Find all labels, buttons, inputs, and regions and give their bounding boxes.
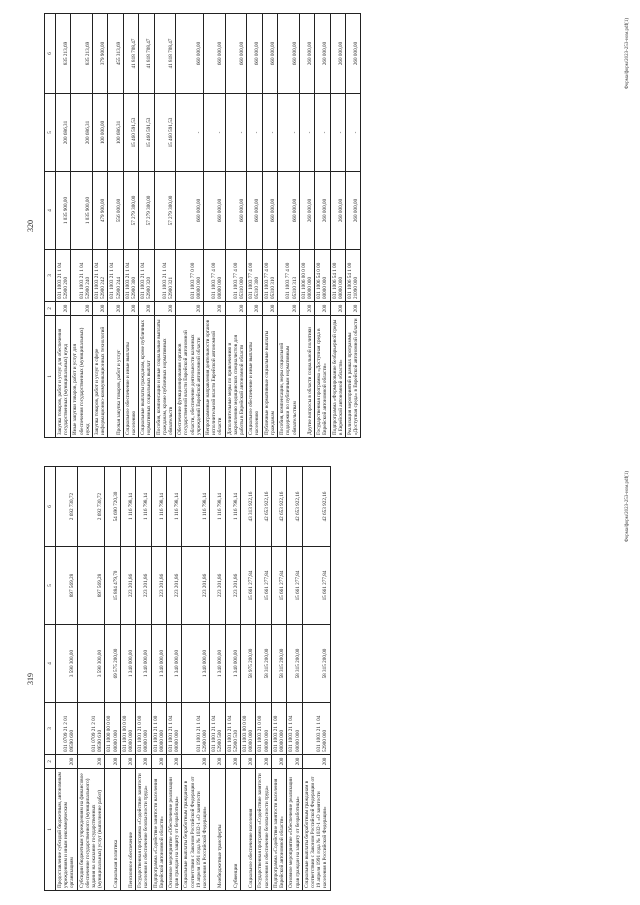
budget-table (44, 466, 331, 891)
row-approved-cell: 58 315 200,00 (302, 625, 330, 703)
row-approved-cell: 1 340 000,00 (151, 625, 166, 703)
row-kbk-cell: 200 (56, 302, 71, 316)
column-header: 1 (45, 769, 56, 891)
row-code-cell: 031 1001 21 1 04 00000 000 (167, 703, 182, 755)
row-executed-cell: - (176, 94, 204, 172)
row-code-cell: 031 1003 21 0 00 00000 000 (256, 703, 271, 755)
row-name-cell: Межбюджетные трансферты (210, 769, 225, 891)
row-approved-cell: 69 575 200,00 (105, 625, 120, 703)
table-row (139, 14, 154, 438)
row-executed-cell: 200 686,31 (71, 94, 93, 172)
row-name-cell: Субсидии бюджетным учреждениям на финансовое обеспечение государственного (муниципального) задания на оказание государственных (муниципальных) услуг (выполнение работ) (77, 769, 105, 891)
table-row (302, 467, 330, 891)
row-code-cell: 031 1003 77 4 00 05310 310 (262, 250, 277, 302)
row-remaining-cell: 42 653 922,16 (271, 467, 286, 547)
row-executed-cell: 897 569,28 (56, 547, 78, 625)
row-kbk-cell: 200 (56, 755, 78, 769)
column-header: 1 (45, 316, 56, 438)
row-executed-cell: 200 686,31 (56, 94, 71, 172)
row-executed-cell: 15 460 591,53 (123, 94, 138, 172)
table-row (278, 14, 300, 438)
row-executed-cell: 15 661 277,84 (256, 547, 271, 625)
row-kbk-cell: 200 (225, 302, 247, 316)
row-executed-cell: 223 201,86 (210, 547, 225, 625)
row-kbk-cell: 200 (256, 755, 271, 769)
row-executed-cell: - (330, 94, 345, 172)
row-code-cell: 031 1003 21 1 04 52900 321 (154, 250, 176, 302)
row-approved-cell: 58 975 200,00 (241, 625, 256, 703)
row-code-cell: 031 1006 54 0 00 00000 000 (315, 250, 330, 302)
row-code-cell: 031 1003 21 1 00 00000 000 (271, 703, 286, 755)
row-approved-cell: 660 000,00 (247, 172, 262, 250)
row-code-cell: 031 1003 21 1 04 52900 240 (71, 250, 93, 302)
row-kbk-cell: 200 (262, 302, 277, 316)
row-executed-cell: 223 201,86 (120, 547, 135, 625)
table-row (287, 467, 302, 891)
row-remaining-cell: 1 116 798,14 (120, 467, 135, 547)
row-approved-cell: 58 315 200,00 (256, 625, 271, 703)
row-code-cell: 031 1003 77 4 00 05310 313 (278, 250, 300, 302)
row-kbk-cell: 200 (154, 302, 176, 316)
row-remaining-cell: 1 116 798,14 (225, 467, 240, 547)
row-approved-cell: 660 000,00 (204, 172, 226, 250)
row-remaining-cell: 835 213,69 (71, 14, 93, 94)
row-kbk-cell: 200 (225, 755, 240, 769)
row-kbk-cell: 200 (120, 755, 135, 769)
row-remaining-cell: 1 116 798,14 (136, 467, 151, 547)
page-319 (0, 453, 640, 905)
row-name-cell: Иные закупки товаров, работ и услуг для обеспечения государственных (муниципальных) нужд (71, 316, 93, 438)
row-approved-cell: 556 000,00 (108, 172, 123, 250)
row-remaining-cell: 1 116 798,14 (182, 467, 210, 547)
row-kbk-cell: 200 (93, 302, 108, 316)
column-header: 3 (45, 703, 56, 755)
row-approved-cell: 260 000,00 (299, 172, 314, 250)
row-kbk-cell: 200 (136, 755, 151, 769)
table-row (330, 14, 345, 438)
table-row (225, 467, 240, 891)
row-kbk-cell: 200 (278, 302, 300, 316)
row-kbk-cell: 200 (302, 755, 330, 769)
table-row (105, 467, 120, 891)
table-row (299, 14, 314, 438)
row-code-cell: 031 1003 21 1 04 52900 242 (93, 250, 108, 302)
table-body (56, 14, 361, 438)
row-code-cell: 031 0709 21 2 01 09590 610 (77, 703, 105, 755)
table-header-row (45, 14, 56, 438)
table-row (225, 14, 247, 438)
row-executed-cell: 100 686,31 (108, 94, 123, 172)
table-row (210, 467, 225, 891)
column-header: 4 (45, 625, 56, 703)
row-executed-cell: 897 569,28 (77, 547, 105, 625)
budget-table (44, 13, 361, 438)
row-remaining-cell: 42 653 922,16 (287, 467, 302, 547)
row-name-cell: Социальное обеспечение населения (241, 769, 256, 891)
table-row (271, 467, 286, 891)
row-remaining-cell: 1 116 798,14 (210, 467, 225, 547)
row-remaining-cell: 660 000,00 (204, 14, 226, 94)
table-row (176, 14, 204, 438)
row-kbk-cell: 200 (167, 755, 182, 769)
row-code-cell: 031 1006 54 1 00 00000 000 (330, 250, 345, 302)
row-executed-cell: 15 460 591,53 (154, 94, 176, 172)
row-remaining-cell: 42 653 922,16 (256, 467, 271, 547)
row-kbk-cell: 200 (151, 755, 166, 769)
row-approved-cell: 1 340 000,00 (120, 625, 135, 703)
row-executed-cell: - (345, 94, 360, 172)
table-row (136, 467, 151, 891)
row-executed-cell: - (247, 94, 262, 172)
row-name-cell: Закупка товаров, работ и услуг в сфере информационно-коммуникационных технологий (93, 316, 108, 438)
row-approved-cell: 58 315 200,00 (287, 625, 302, 703)
table-row (108, 14, 123, 438)
table-row (123, 14, 138, 438)
table-row (315, 14, 330, 438)
row-name-cell: Государственная программа «Доступная среда в Еврейской автономной области» (315, 316, 330, 438)
row-executed-cell: 15 661 277,84 (302, 547, 330, 625)
row-remaining-cell: 260 000,00 (330, 14, 345, 94)
row-executed-cell: 100 000,00 (93, 94, 108, 172)
row-name-cell: Обеспечение функционирования органов государственной власти Еврейской автономной области, обеспечение деятельности казенных учреждений Еврейской автономной области (176, 316, 204, 438)
row-name-cell: Другие вопросы в области социальной политики (299, 316, 314, 438)
row-name-cell: Социальные выплаты безработным гражданам в соответствии с Законом Российской Федерации от 19 апреля 1991 года № 1032-1 «О занятости населения в Российской Федерации» (182, 769, 210, 891)
row-remaining-cell: 260 000,00 (299, 14, 314, 94)
row-approved-cell: 260 000,00 (315, 172, 330, 250)
row-remaining-cell: 835 213,69 (56, 14, 71, 94)
table-row (56, 467, 78, 891)
row-remaining-cell: 41 818 708,47 (154, 14, 176, 94)
row-approved-cell: 1 340 000,00 (136, 625, 151, 703)
row-approved-cell: 1 340 000,00 (210, 625, 225, 703)
table-header-row (45, 467, 56, 891)
row-kbk-cell: 200 (330, 302, 345, 316)
row-remaining-cell: 41 818 708,47 (123, 14, 138, 94)
row-executed-cell: 15 661 277,84 (287, 547, 302, 625)
row-kbk-cell: 200 (182, 755, 210, 769)
table-row (241, 467, 256, 891)
row-approved-cell: 58 315 200,00 (271, 625, 286, 703)
row-approved-cell: 57 279 300,00 (154, 172, 176, 250)
row-name-cell: Реализация мероприятий в рамках программы «Доступная среда» в Еврейской автономной области (345, 316, 360, 438)
row-name-cell: Основное мероприятие «Обеспечение реализации прав граждан на защиту от безработицы» (167, 769, 182, 891)
row-approved-cell: 1 340 000,00 (167, 625, 182, 703)
row-executed-cell: 15 460 591,53 (139, 94, 154, 172)
table-row (93, 14, 108, 438)
row-approved-cell: 660 000,00 (278, 172, 300, 250)
row-kbk-cell: 200 (204, 302, 226, 316)
row-remaining-cell: 43 313 922,16 (241, 467, 256, 547)
row-code-cell: 031 1003 21 1 04 00000 000 (287, 703, 302, 755)
row-code-cell: 031 1006 54 1 00 21090 000 (345, 250, 360, 302)
row-name-cell: Прочая закупка товаров, работ и услуг (108, 316, 123, 438)
row-code-cell: 031 1003 00 0 00 00000 000 (241, 703, 256, 755)
row-executed-cell: 223 201,86 (136, 547, 151, 625)
row-approved-cell: 1 340 000,00 (225, 625, 240, 703)
row-code-cell: 031 0709 21 2 01 09590 600 (56, 703, 78, 755)
row-code-cell: 031 1003 77 4 00 05310 000 (225, 250, 247, 302)
row-remaining-cell: 1 116 798,14 (167, 467, 182, 547)
row-code-cell: 031 1001 21 0 00 00000 000 (136, 703, 151, 755)
row-remaining-cell: 42 653 922,16 (302, 467, 330, 547)
column-header: 4 (45, 172, 56, 250)
row-name-cell: Основное мероприятие «Обеспечение реализации прав граждан на защиту от безработицы» (287, 769, 302, 891)
row-kbk-cell: 200 (247, 302, 262, 316)
column-header: 5 (45, 94, 56, 172)
row-remaining-cell: 2 692 730,72 (77, 467, 105, 547)
row-remaining-cell: 660 000,00 (176, 14, 204, 94)
table-row (154, 14, 176, 438)
row-kbk-cell: 200 (345, 302, 360, 316)
table-row (151, 467, 166, 891)
page-footer: Форма/форм/2023-253-ном.pdf(1) (625, 471, 630, 543)
table-row (71, 14, 93, 438)
row-name-cell: Публичные нормативные социальные выплаты гражданам (262, 316, 277, 438)
row-executed-cell: - (299, 94, 314, 172)
row-remaining-cell: 660 000,00 (247, 14, 262, 94)
row-executed-cell: 15 661 277,84 (271, 547, 286, 625)
table-row (204, 14, 226, 438)
row-kbk-cell: 200 (176, 302, 204, 316)
row-code-cell: 031 1001 00 0 00 00000 000 (120, 703, 135, 755)
row-name-cell: Дополнительные меры по привлечению и закреплению медицинских специалистов для работы в Еврейской автономной области (225, 316, 247, 438)
row-name-cell: Государственная программа «Содействие занятости населения и обеспечение безопасности труда» (136, 769, 151, 891)
row-approved-cell: 660 000,00 (176, 172, 204, 250)
row-kbk-cell: 200 (210, 755, 225, 769)
row-approved-cell: 1 340 000,00 (182, 625, 210, 703)
row-kbk-cell: 200 (241, 755, 256, 769)
table-row (56, 14, 71, 438)
row-code-cell: 031 1001 21 1 00 00000 000 (151, 703, 166, 755)
row-code-cell: 031 1003 21 1 04 52900 200 (56, 250, 71, 302)
row-name-cell: Предоставление субсидий бюджетным, автономным учреждениям и иным некоммерческим организациям (56, 769, 78, 891)
row-kbk-cell: 200 (105, 755, 120, 769)
column-header: 2 (45, 755, 56, 769)
row-code-cell: 031 1006 00 0 00 00000 000 (299, 250, 314, 302)
row-name-cell: Социальные выплаты безработным гражданам в соответствии с Законом Российской Федерации от 19 апреля 1991 года № 1032-1 «О занятости населения в Российской Федерации» (302, 769, 330, 891)
column-header: 6 (45, 14, 56, 94)
column-header: 3 (45, 250, 56, 302)
row-approved-cell: 57 279 300,00 (139, 172, 154, 250)
row-executed-cell: 223 201,86 (167, 547, 182, 625)
page-number: 319 (26, 673, 35, 685)
row-executed-cell: - (278, 94, 300, 172)
row-remaining-cell: 260 000,00 (345, 14, 360, 94)
row-code-cell: 031 1001 21 1 04 52900 500 (210, 703, 225, 755)
row-name-cell: Социальное обеспечение и иные выплаты населению (247, 316, 262, 438)
row-executed-cell: 223 201,86 (151, 547, 166, 625)
row-code-cell: 031 1003 77 0 00 00000 000 (176, 250, 204, 302)
row-executed-cell: 15 661 277,84 (241, 547, 256, 625)
table-row (77, 467, 105, 891)
row-kbk-cell: 200 (271, 755, 286, 769)
row-code-cell: 031 1003 21 1 04 52900 320 (139, 250, 154, 302)
row-remaining-cell: 41 818 708,47 (139, 14, 154, 94)
row-executed-cell: 15 884 479,70 (105, 547, 120, 625)
row-name-cell: Подпрограмма «Содействие занятости населения Еврейской автономной области» (151, 769, 166, 891)
row-approved-cell: 479 900,00 (93, 172, 108, 250)
row-code-cell: 031 1001 21 1 04 52900 000 (182, 703, 210, 755)
row-name-cell: Пенсионное обеспечение (120, 769, 135, 891)
row-code-cell: 031 1001 21 1 04 52900 530 (225, 703, 240, 755)
row-remaining-cell: 54 690 720,30 (105, 467, 120, 547)
row-kbk-cell: 200 (108, 302, 123, 316)
row-remaining-cell: 660 000,00 (278, 14, 300, 94)
row-remaining-cell: 379 900,00 (93, 14, 108, 94)
row-kbk-cell: 200 (299, 302, 314, 316)
row-kbk-cell: 200 (315, 302, 330, 316)
table-row (247, 14, 262, 438)
row-kbk-cell: 200 (139, 302, 154, 316)
row-name-cell: Социальное обеспечение и иные выплаты населению (123, 316, 138, 438)
row-remaining-cell: 660 000,00 (262, 14, 277, 94)
row-approved-cell: 260 000,00 (345, 172, 360, 250)
row-approved-cell: 660 000,00 (262, 172, 277, 250)
table-row (262, 14, 277, 438)
row-approved-cell: 660 000,00 (225, 172, 247, 250)
row-name-cell: Непрограммные направления деятельности органов исполнительной власти Еврейской автономной области (204, 316, 226, 438)
row-approved-cell: 3 590 300,00 (77, 625, 105, 703)
row-name-cell: Социальные выплаты гражданам, кроме публичных нормативных социальных выплат (139, 316, 154, 438)
table-row (256, 467, 271, 891)
column-header: 6 (45, 467, 56, 547)
row-remaining-cell: 260 000,00 (315, 14, 330, 94)
row-name-cell: Подпрограмма «Содействие занятости населения Еврейской автономной области» (271, 769, 286, 891)
row-executed-cell: 223 201,86 (182, 547, 210, 625)
row-remaining-cell: 660 000,00 (225, 14, 247, 94)
row-code-cell: 031 1000 00 0 00 00000 000 (105, 703, 120, 755)
row-name-cell: Пособия, компенсации и иные социальные выплаты гражданам, кроме публичных нормативных обязательств (154, 316, 176, 438)
row-executed-cell: - (315, 94, 330, 172)
row-kbk-cell: 200 (77, 755, 105, 769)
row-approved-cell: 1 035 900,00 (71, 172, 93, 250)
table-body (56, 467, 331, 891)
column-header: 2 (45, 302, 56, 316)
row-name-cell: Пособия, компенсации, меры социальной поддержки по публичным нормативным обязательствам (278, 316, 300, 438)
row-executed-cell: 223 201,86 (225, 547, 240, 625)
row-remaining-cell: 455 313,69 (108, 14, 123, 94)
column-header: 5 (45, 547, 56, 625)
row-code-cell: 031 1003 77 4 00 00000 000 (204, 250, 226, 302)
row-executed-cell: - (262, 94, 277, 172)
table-row (167, 467, 182, 891)
table-row (345, 14, 360, 438)
row-code-cell: 031 1003 21 1 04 52900 000 (302, 703, 330, 755)
row-approved-cell: 260 000,00 (330, 172, 345, 250)
row-remaining-cell: 1 116 798,14 (151, 467, 166, 547)
page-320 (0, 0, 640, 452)
table-row (120, 467, 135, 891)
row-kbk-cell: 200 (71, 302, 93, 316)
table-row (182, 467, 210, 891)
row-code-cell: 031 1003 21 1 04 52900 300 (123, 250, 138, 302)
page-footer: Форма/форм/2023-253-ном.pdf(1) (625, 18, 630, 90)
row-name-cell: Социальная политика (105, 769, 120, 891)
row-approved-cell: 57 279 300,00 (123, 172, 138, 250)
row-name-cell: Государственная программа «Содействие занятости населения и обеспечение безопасности труда» (256, 769, 271, 891)
row-executed-cell: - (204, 94, 226, 172)
row-approved-cell: 3 590 300,00 (56, 625, 78, 703)
row-approved-cell: 1 035 900,00 (56, 172, 71, 250)
row-executed-cell: - (225, 94, 247, 172)
row-code-cell: 031 1003 77 4 00 05310 300 (247, 250, 262, 302)
row-name-cell: Подпрограмма «Формирование безбарьерной среды в Еврейской автономной области» (330, 316, 345, 438)
row-remaining-cell: 2 692 730,72 (56, 467, 78, 547)
page-number: 320 (26, 220, 35, 232)
row-kbk-cell: 200 (287, 755, 302, 769)
row-kbk-cell: 200 (123, 302, 138, 316)
row-name-cell: Субвенции (225, 769, 240, 891)
row-code-cell: 031 1003 21 1 04 52900 244 (108, 250, 123, 302)
row-name-cell: Закупка товаров, работ и услуг для обеспечения государственных (муниципальных) нужд (56, 316, 71, 438)
